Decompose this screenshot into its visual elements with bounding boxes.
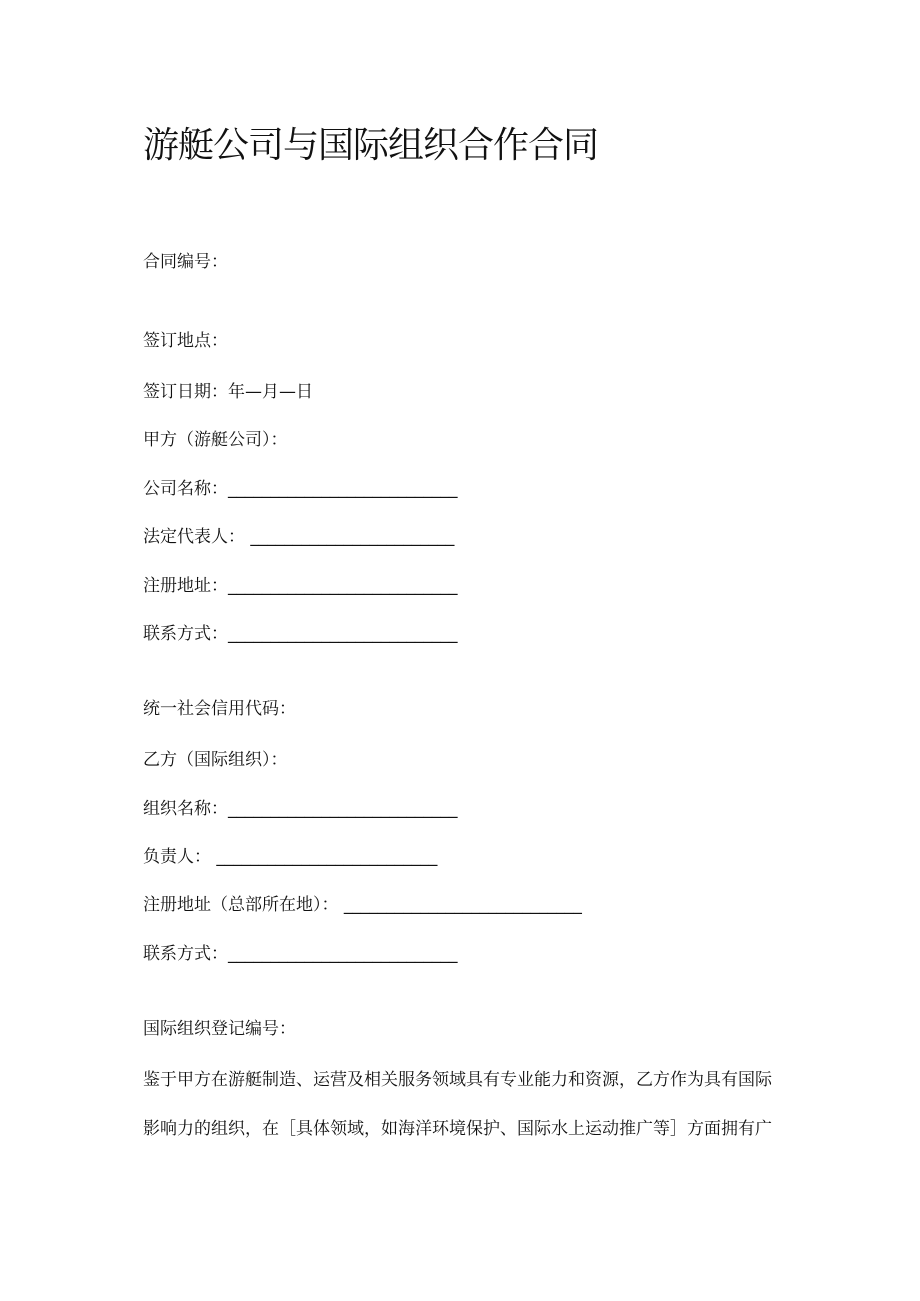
party-a-contact: 联系方式：___________________________: [143, 624, 458, 644]
party-b-reg-address: 注册地址（总部所在地）： ____________________________: [143, 895, 582, 915]
party-b-org-name: 组织名称：___________________________: [143, 799, 458, 819]
preamble-line-2: 影响力的组织，在［具体领域，如海洋环境保护、国际水上运动推广等］方面拥有广: [143, 1119, 772, 1139]
preamble-line-1: 鉴于甲方在游艇制造、运营及相关服务领域具有专业能力和资源，乙方作为具有国际: [143, 1070, 772, 1090]
signing-date-label: 签订日期：年—月—日: [143, 382, 313, 402]
party-b-reg-number: 国际组织登记编号：: [143, 1019, 296, 1039]
signing-place-label: 签订地点：: [143, 331, 228, 351]
party-a-credit-code: 统一社会信用代码：: [143, 699, 296, 719]
contract-number-label: 合同编号：: [143, 252, 228, 272]
party-b-contact: 联系方式：___________________________: [143, 944, 458, 964]
party-a-company-name: 公司名称：___________________________: [143, 479, 458, 499]
party-b-principal: 负责人： __________________________: [143, 847, 438, 867]
party-b-heading: 乙方（国际组织）：: [143, 750, 288, 770]
party-a-reg-address: 注册地址：___________________________: [143, 576, 458, 596]
document-title: 游艇公司与国际组织合作合同: [143, 125, 599, 166]
party-a-heading: 甲方（游艇公司）：: [143, 430, 288, 450]
party-a-legal-rep: 法定代表人： ________________________: [143, 527, 455, 547]
